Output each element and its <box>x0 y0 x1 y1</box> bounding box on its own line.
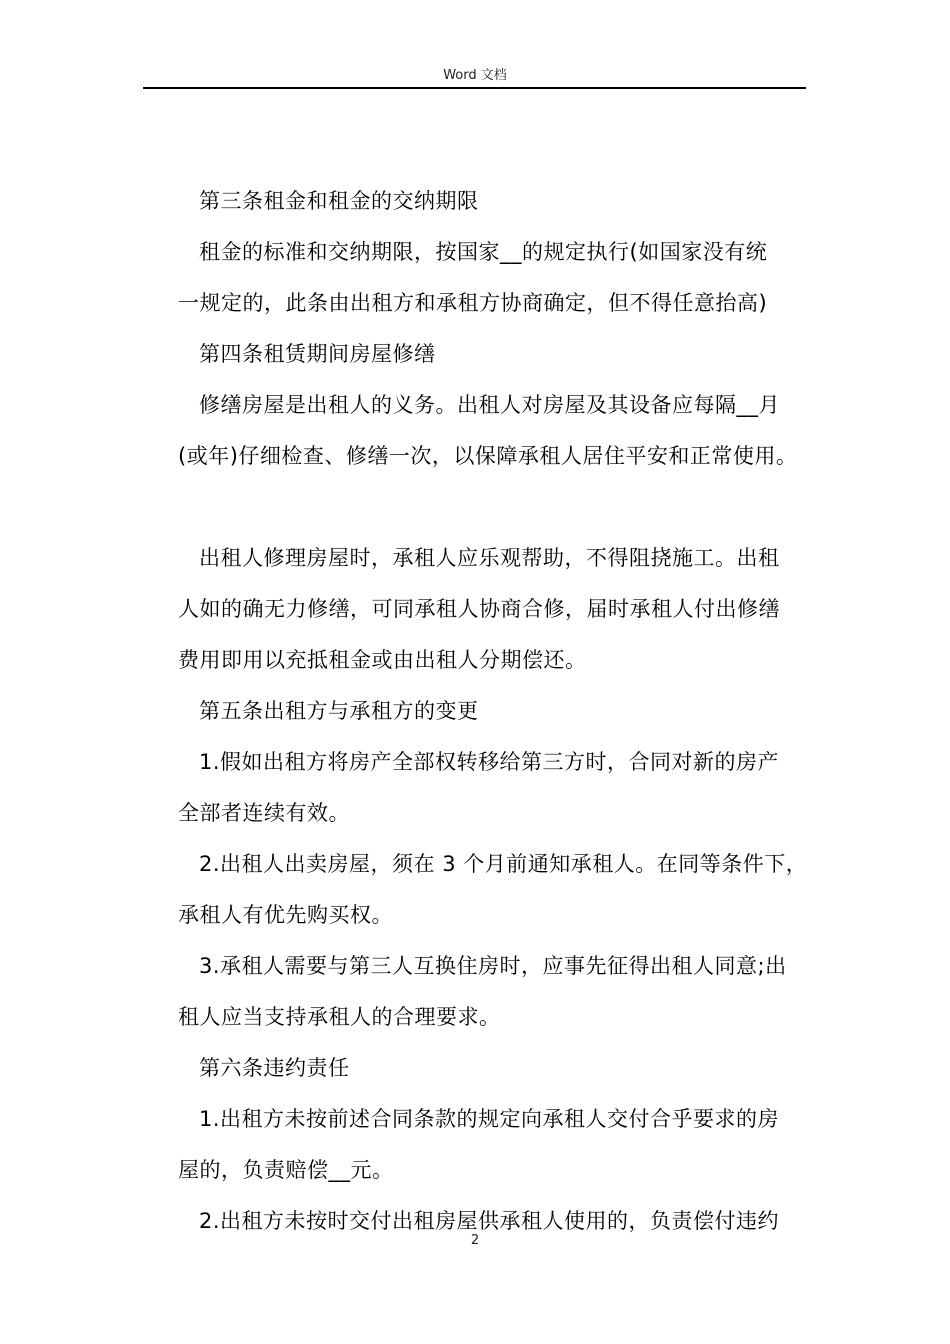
text-line: 1.出租方未按前述合同条款的规定向承租人交付合乎要求的房 <box>199 1107 780 1131</box>
article-3-heading <box>178 176 810 227</box>
text-line: 一规定的，此条由出租方和承租方协商确定，但不得任意抬高) <box>178 291 768 315</box>
article-6-item-1 <box>178 1094 810 1196</box>
text-line: (或年)仔细检查、修缮一次，以保障承租人居住平安和正常使用。 <box>178 444 798 468</box>
text-line: 费用即用以充抵租金或由出租人分期偿还。 <box>178 648 587 672</box>
article-6-heading <box>178 1043 810 1094</box>
text-line: 人如的确无力修缮，可同承租人协商合修，届时承租人付出修缮 <box>178 597 780 621</box>
page-header: Word 文档 <box>443 68 507 83</box>
text-line: 屋的，负责赔偿__元。 <box>178 1158 394 1182</box>
text-line: 第五条出租方与承租方的变更 <box>199 699 479 723</box>
article-5-heading <box>178 686 810 737</box>
text-line: 2.出租方未按时交付出租房屋供承租人使用的，负责偿付违约 <box>199 1209 780 1233</box>
text-line: 2.出租人出卖房屋，须在 3 个月前通知承租人。在同等条件下， <box>199 852 808 876</box>
article-4-repair-paragraph <box>178 533 810 686</box>
text-line: 租人应当支持承租人的合理要求。 <box>178 1005 501 1029</box>
article-4-heading <box>178 329 810 380</box>
article-3-body <box>178 227 810 329</box>
page-number: 2 <box>470 1233 480 1248</box>
header-rule <box>143 87 806 89</box>
text-line: 第六条违约责任 <box>199 1056 350 1080</box>
text-line: 1.假如出租方将房产全部权转移给第三方时，合同对新的房产 <box>199 750 780 774</box>
text-line: 全部者连续有效。 <box>178 801 350 825</box>
text-line: 出租人修理房屋时，承租人应乐观帮助，不得阻挠施工。出租 <box>199 546 780 570</box>
article-4-body <box>178 380 810 482</box>
text-line: 第三条租金和租金的交纳期限 <box>199 189 479 213</box>
text-line: 租金的标准和交纳期限，按国家__的规定执行(如国家没有统 <box>199 240 768 264</box>
article-5-item-3 <box>178 941 810 1043</box>
paragraph-gap <box>178 482 810 533</box>
text-line: 修缮房屋是出租人的义务。出租人对房屋及其设备应每隔__月 <box>199 393 780 417</box>
text-line: 第四条租赁期间房屋修缮 <box>199 342 436 366</box>
text-line: 承租人有优先购买权。 <box>178 903 393 927</box>
text-line: 3.承租人需要与第三人互换住房时，应事先征得出租人同意;出 <box>199 954 787 978</box>
article-5-item-1 <box>178 737 810 839</box>
article-5-item-2 <box>178 839 810 941</box>
document-body <box>178 176 810 1247</box>
